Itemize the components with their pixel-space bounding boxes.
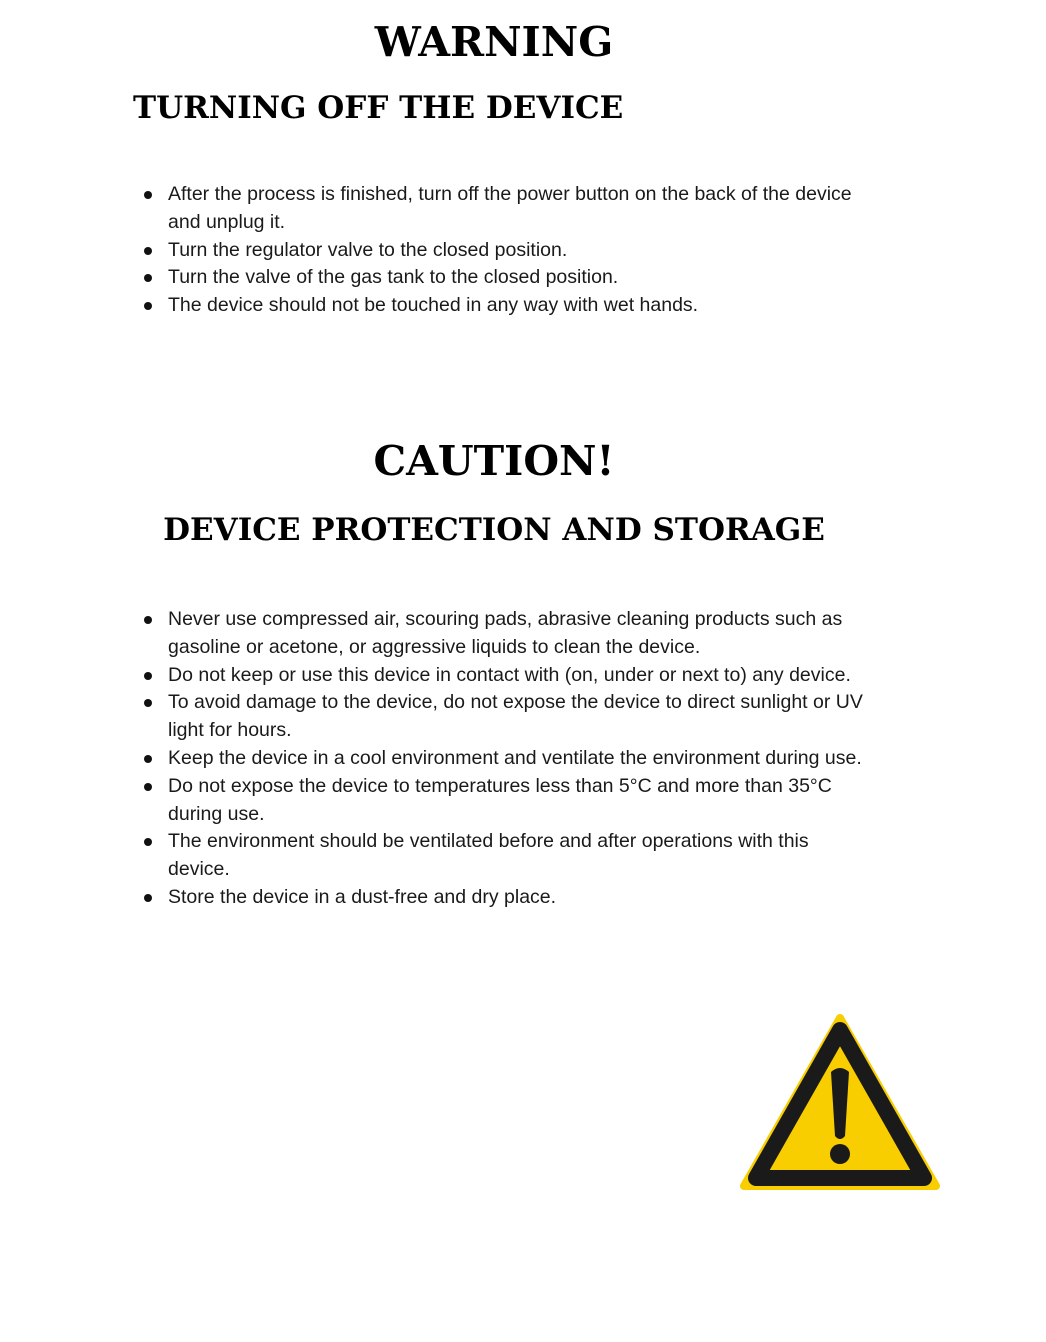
list-item-text: The environment should be ventilated before and after operations with this device. — [168, 830, 809, 881]
bullet-icon — [144, 274, 152, 282]
bullet-icon — [144, 894, 152, 902]
bullet-icon — [144, 838, 152, 846]
bullet-icon — [144, 616, 152, 624]
bullet-icon — [144, 672, 152, 680]
caution-title: CAUTION! — [373, 437, 615, 485]
list-item-text: Turn the regulator valve to the closed position. — [168, 238, 568, 261]
list-item-text: After the process is finished, turn off the power button on the back of the device and unplug it. — [168, 183, 852, 233]
protection-storage-list — [168, 606, 868, 912]
list-item — [168, 828, 868, 884]
list-item — [168, 662, 868, 690]
list-item-text: Keep the device in a cool environment and ventilate the environment during use. — [168, 746, 862, 769]
bullet-icon — [144, 247, 152, 255]
warning-title: WARNING — [374, 18, 614, 66]
list-item — [168, 237, 868, 265]
list-item-text: The device should not be touched in any way with wet hands. — [168, 294, 699, 317]
list-item-text: Store the device in a dust-free and dry place. — [168, 885, 557, 908]
list-item — [168, 689, 868, 745]
bullet-icon — [144, 755, 152, 763]
list-item — [168, 884, 868, 912]
list-item — [168, 292, 868, 320]
bullet-icon — [144, 783, 152, 791]
list-item — [168, 264, 868, 292]
list-item-text: Turn the valve of the gas tank to the closed position. — [168, 266, 619, 289]
bullet-icon — [144, 302, 152, 310]
list-item-text: Never use compressed air, scouring pads, abrasive cleaning products such as gasoline or acetone, or aggressive liquids to clean the device. — [168, 608, 843, 658]
list-item — [168, 773, 868, 829]
list-item-text: Do not expose the device to temperatures less than 5°C and more than 35°C during use. — [168, 774, 832, 825]
turning-off-subtitle: TURNING OFF THE DEVICE — [133, 90, 624, 126]
list-item — [168, 181, 868, 237]
list-item-text: To avoid damage to the device, do not expose the device to direct sunlight or UV light for hours. — [168, 691, 863, 742]
bullet-icon — [144, 191, 152, 199]
list-item — [168, 745, 868, 773]
list-item — [168, 606, 868, 662]
turning-off-list — [168, 181, 868, 320]
bullet-icon — [144, 699, 152, 707]
list-item-text: Do not keep or use this device in contact with (on, under or next to) any device. — [168, 663, 851, 686]
warning-triangle-icon — [740, 1014, 940, 1192]
protection-storage-subtitle: DEVICE PROTECTION AND STORAGE — [163, 512, 825, 548]
